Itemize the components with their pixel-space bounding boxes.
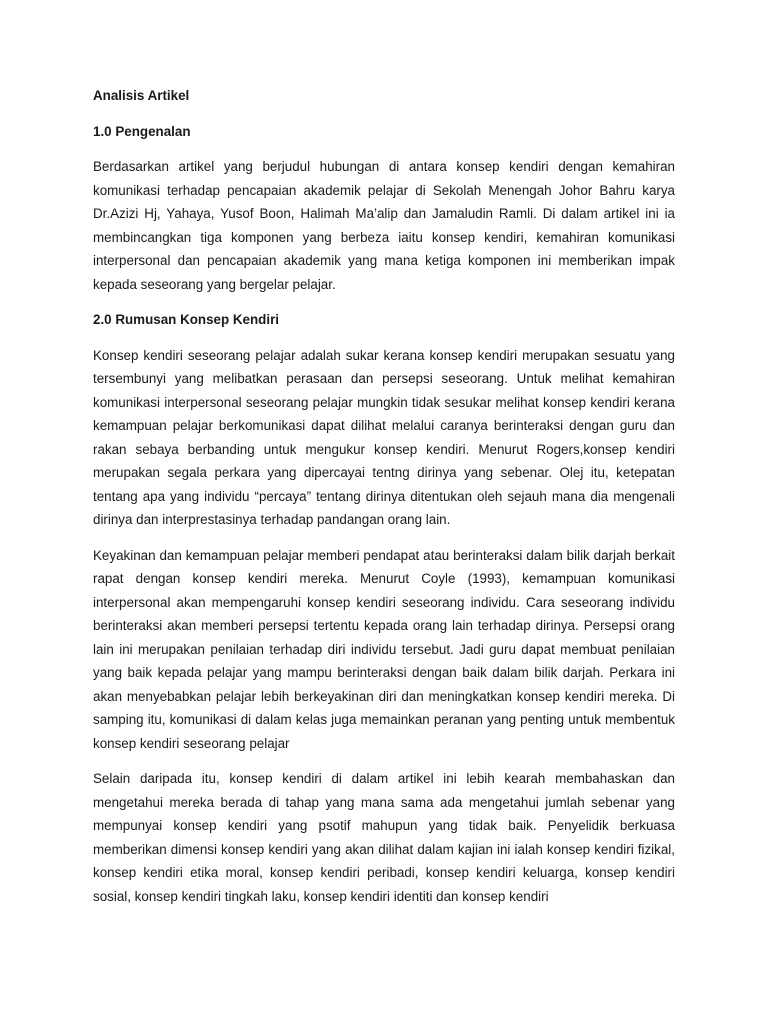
section-1-heading: 1.0 Pengenalan: [93, 123, 191, 139]
section-2-paragraph-2: Keyakinan dan kemampuan pelajar memberi pendapat atau berinteraksi dalam bilik darjah berkait rapat dengan konsep kendiri mereka. Menurut Coyle (1993), kemampuan komunikasi interpersonal akan mempengaruhi konsep kendiri seseorang individu. Cara seseorang individu berinteraksi akan memberi persepsi tertentu kepada orang lain terhadap dirinya. Persepsi orang lain ini merupakan penilaian terhadap diri individu tersebut. Jadi guru dapat membuat penilaian yang baik kepada pelajar yang mampu berinteraksi dengan baik dalam bilik darjah. Perkara ini akan menyebabkan pelajar lebih berkeyakinan diri dan meningkatkan konsep kendiri mereka. Di samping itu, komunikasi di dalam kelas juga memainkan peranan yang penting untuk membentuk konsep kendiri seseorang pelajar: [93, 547, 675, 751]
section-2-paragraph-3: Selain daripada itu, konsep kendiri di dalam artikel ini lebih kearah membahaskan dan mengetahui mereka berada di tahap yang mana sama ada mengetahui jumlah sebenar yang mempunyai konsep kendiri yang psotif mahupun yang tidak baik. Penyelidik berkuasa memberikan dimensi konsep kendiri yang akan dilihat dalam kajian ini ialah konsep kendiri fizikal, konsep kendiri etika moral, konsep kendiri peribadi, konsep kendiri keluarga, konsep kendiri sosial, konsep kendiri tingkah laku, konsep kendiri identiti dan konsep kendiri: [93, 771, 675, 904]
document-title: Analisis Artikel: [93, 88, 190, 103]
section-2-heading: 2.0 Rumusan Konsep Kendiri: [93, 312, 280, 327]
section-2-paragraph-1: Konsep kendiri seseorang pelajar adalah sukar kerana konsep kendiri merupakan sesuatu yang tersembunyi yang melibatkan perasaan dan persepsi seseorang. Untuk melihat kemahiran komunikasi interpersonal seseorang pelajar mungkin tidak sesukar melihat konsep kendiri kerana kemampuan pelajar berkomunikasi dapat dilihat melalui caranya berinteraksi dengan guru dan rakan sebaya berbanding untuk mengukur konsep kendiri. Menurut Rogers,konsep kendiri merupakan segala perkara yang dipercayai tentng dirinya yang sebenar. Olej itu, ketepatan tentang apa yang individu “percaya” tentang dirinya ditentukan oleh sejauh mana dia mengenali dirinya dan interprestasinya terhadap pandangan orang lain.: [93, 347, 675, 527]
document-body: [93, 84, 675, 920]
section-1-paragraph-1: Berdasarkan artikel yang berjudul hubungan di antara konsep kendiri dengan kemahiran komunikasi terhadap pencapaian akademik pelajar di Sekolah Menengah Johor Bahru karya Dr.Azizi Hj, Yahaya, Yusof Boon, Halimah Ma’alip dan Jamaludin Ramli. Di dalam artikel ini ia membincangkan tiga komponen yang berbeza iaitu konsep kendiri, kemahiran komunikasi interpersonal dan pencapaian akademik yang mana ketiga komponen ini memberikan impak kepada seseorang yang bergelar pelajar.: [93, 159, 675, 292]
